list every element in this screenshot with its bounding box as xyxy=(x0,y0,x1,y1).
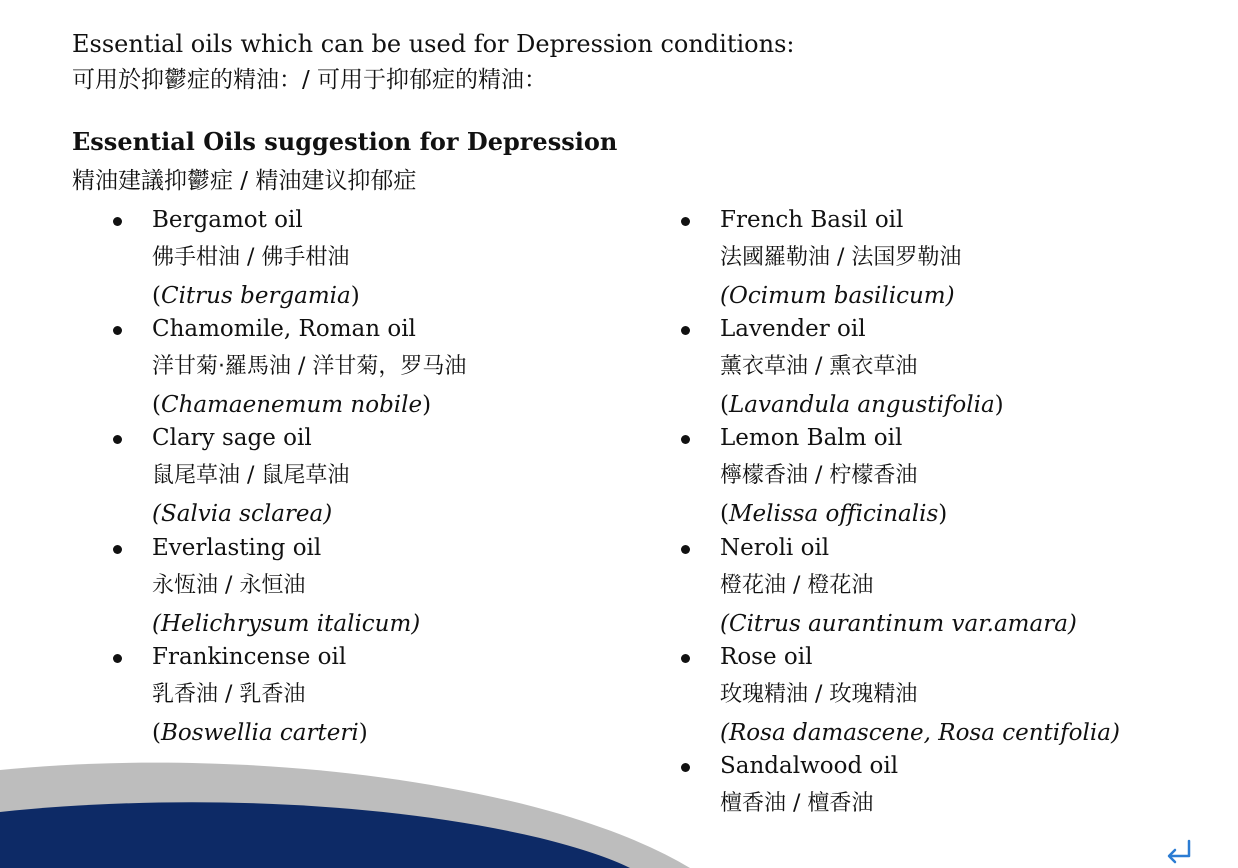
sci-close-paren: ) xyxy=(994,392,1004,419)
oil-scientific-name xyxy=(152,609,420,639)
sci-open-paren: ( xyxy=(720,392,729,419)
sci-name-text: (Rosa damascene, Rosa centifolia) xyxy=(720,719,1120,746)
sci-name-text: Lavandula angustifolia xyxy=(728,392,995,419)
sci-name-text: Melissa officinalis xyxy=(728,501,939,528)
oil-scientific-name xyxy=(720,390,1004,420)
sci-open-paren: ( xyxy=(152,719,161,746)
bullet-icon xyxy=(113,435,122,444)
bullet-icon xyxy=(681,217,690,226)
oil-name: Chamomile, Roman oil xyxy=(152,316,416,343)
oil-chinese-name: 永恆油 / 永恒油 xyxy=(152,572,306,598)
intro-chinese: 可用於抑鬱症的精油：/ 可用于抑郁症的精油： xyxy=(72,67,548,93)
oil-name: Everlasting oil xyxy=(152,534,322,561)
sci-name-text: Citrus bergamia xyxy=(160,283,351,309)
oil-name: Sandalwood oil xyxy=(720,752,899,779)
oil-scientific-name xyxy=(152,281,360,311)
paragraph-return-icon xyxy=(1162,838,1194,866)
sci-name-text: (Salvia sclarea) xyxy=(152,501,333,528)
sci-open-paren: ( xyxy=(152,392,161,419)
oil-chinese-name: 薰衣草油 / 熏衣草油 xyxy=(720,354,918,380)
oil-name: Neroli oil xyxy=(720,534,830,561)
sci-name-text: (Helichrysum italicum) xyxy=(152,610,421,637)
oil-chinese-name: 玫瑰精油 / 玫瑰精油 xyxy=(720,681,918,707)
oil-name: Frankincense oil xyxy=(152,643,347,670)
oil-chinese-name: 乳香油 / 乳香油 xyxy=(152,681,306,707)
bullet-icon xyxy=(681,326,690,335)
oil-name: Lavender oil xyxy=(720,316,866,343)
footer-wave-decoration xyxy=(0,760,1238,868)
sci-name-text: Chamaenemum nobile xyxy=(160,392,423,419)
bullet-icon xyxy=(113,326,122,335)
bullet-icon xyxy=(681,435,690,444)
oil-scientific-name xyxy=(720,281,955,311)
oil-chinese-name: 佛手柑油 / 佛手柑油 xyxy=(152,245,350,270)
oil-name: French Basil oil xyxy=(720,207,904,233)
bullet-icon xyxy=(113,217,122,226)
oil-chinese-name: 法國羅勒油 / 法国罗勒油 xyxy=(720,245,962,270)
sci-close-paren: ) xyxy=(938,501,948,528)
section-heading-chinese: 精油建議抑鬱症 / 精油建议抑郁症 xyxy=(72,168,417,194)
bullet-icon xyxy=(113,654,122,663)
oil-scientific-name xyxy=(720,609,1077,639)
sci-close-paren: ) xyxy=(350,283,360,309)
sci-name-text: (Citrus aurantinum var.amara) xyxy=(720,610,1077,637)
oil-name: Rose oil xyxy=(720,643,813,670)
oil-chinese-name: 鼠尾草油 / 鼠尾草油 xyxy=(152,463,350,489)
oil-name: Lemon Balm oil xyxy=(720,425,903,452)
oil-scientific-name xyxy=(152,499,332,529)
bullet-icon xyxy=(113,545,122,554)
oil-scientific-name xyxy=(152,390,431,420)
oil-chinese-name: 橙花油 / 橙花油 xyxy=(720,572,874,598)
section-heading-english: Essential Oils suggestion for Depression xyxy=(72,127,618,156)
oil-chinese-name: 洋甘菊·羅馬油 / 洋甘菊，罗马油 xyxy=(152,354,467,380)
oil-scientific-name xyxy=(152,718,368,748)
oil-chinese-name: 檀香油 / 檀香油 xyxy=(720,790,874,816)
sci-close-paren: ) xyxy=(422,392,432,419)
oil-scientific-name xyxy=(720,499,947,529)
sci-close-paren: ) xyxy=(358,719,368,746)
sci-name-text: Boswellia carteri xyxy=(160,719,359,746)
sci-name-text: (Ocimum basilicum) xyxy=(720,283,955,309)
intro-english: Essential oils which can be used for Depression conditions: xyxy=(72,30,795,58)
oil-scientific-name xyxy=(720,718,1120,748)
bullet-icon xyxy=(681,545,690,554)
bullet-icon xyxy=(681,654,690,663)
oil-name: Clary sage oil xyxy=(152,425,312,452)
sci-open-paren: ( xyxy=(152,283,161,309)
oil-name: Bergamot oil xyxy=(152,207,303,233)
oil-chinese-name: 檸檬香油 / 柠檬香油 xyxy=(720,463,918,489)
sci-open-paren: ( xyxy=(720,501,729,528)
